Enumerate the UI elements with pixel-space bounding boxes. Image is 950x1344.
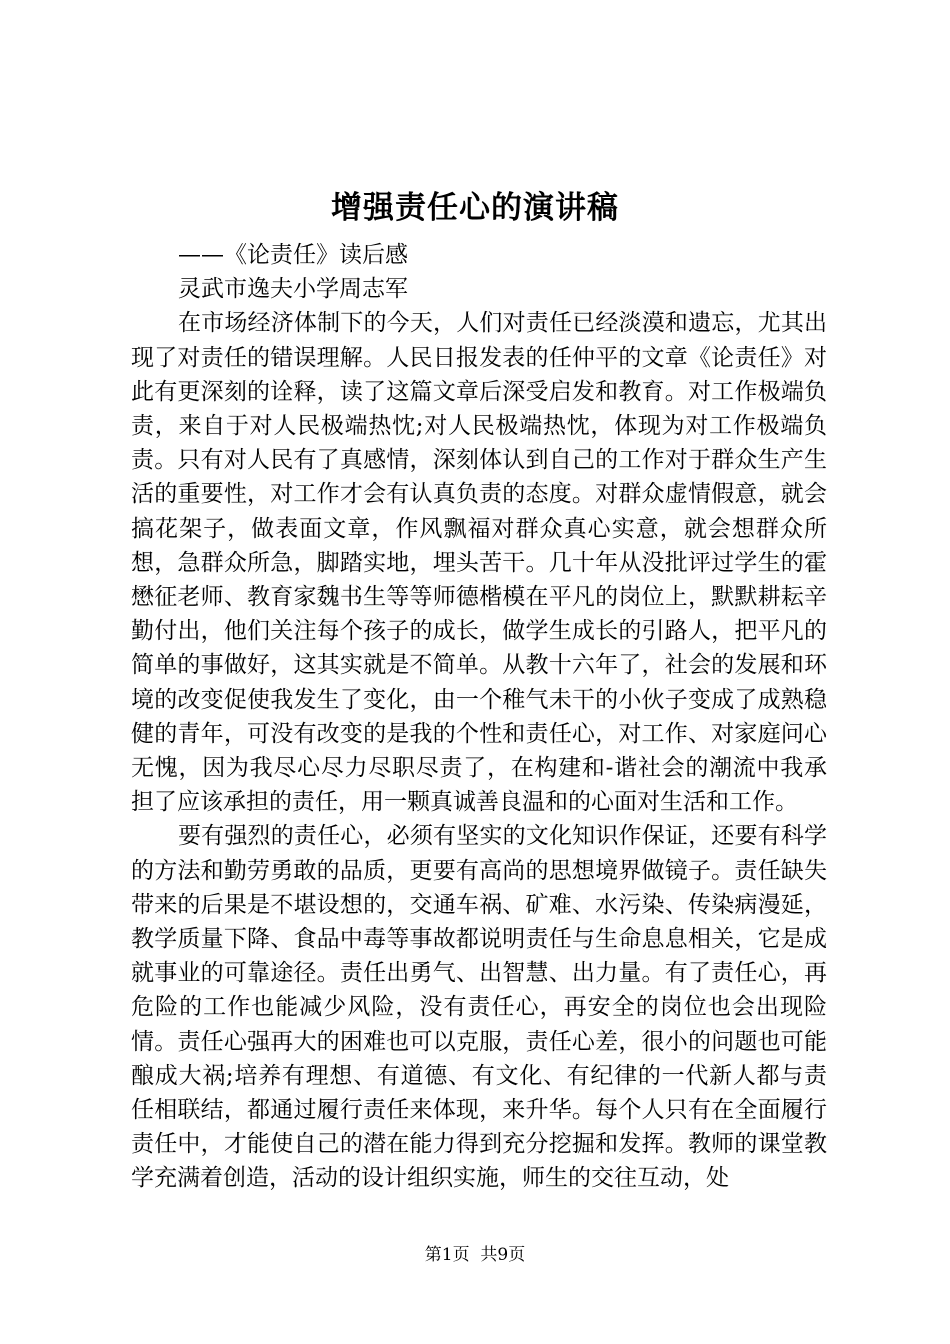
- subtitle-line: ——《论责任》读后感: [178, 242, 408, 268]
- author-line: 灵武市逸夫小学周志军: [178, 276, 408, 303]
- paragraph: 在市场经济体制下的今天，人们对责任已经淡漠和遗忘，尤其出现了对责任的错误理解。人民日报发表的任仲平的文章《论责任》对此有更深刻的诠释，读了这篇文章后深受启发和教育。对工作极端负责，来自于对人民极端热忱;对人民极端热忱，体现为对工作极端负责。只有对人民有了真感情，深刻体认到自己的工作对于群众生产生活的重要性，对工作才会有认真负责的态度。对群众虚情假意，就会搞花架子，做表面文章，作风飘福对群众真心实意，就会想群众所想，急群众所急，脚踏实地，埋头苦干。几十年从没批评过学生的霍懋征老师、教育家魏书生等等师德楷模在平凡的岗位上，默默耕耘辛勤付出，他们关注每个孩子的成长，做学生成长的引路人，把平凡的简单的事做好，这其实就是不简单。从教十六年了，社会的发展和环境的改变促使我发生了变化，由一个稚气未干的小伙子变成了成熟稳健的青年，可没有改变的是我的个性和责任心，对工作、对家庭问心无愧，因为我尽心尽力尽职尽责了，在构建和-谐社会的潮流中我承担了应该承担的责任，用一颗真诚善良温和的心面对生活和工作。: [131, 310, 827, 816]
- paragraph: 要有强烈的责任心，必须有坚实的文化知识作保证，还要有科学的方法和勤劳勇敢的品质，更要有高尚的思想境界做镜子。责任缺失带来的后果是不堪设想的，交通车祸、矿难、水污染、传染病漫延，教学质量下降、食品中毒等事故都说明责任与生命息息相关，它是成就事业的可靠途径。责任出勇气、出智慧、出力量。有了责任心，再危险的工作也能减少风险，没有责任心，再安全的岗位也会出现险情。责任心强再大的困难也可以克服，责任心差，很小的问题也可能酿成大祸;培养有理想、有道德、有文化、有纪律的一代新人都与责任相联结，都通过履行责任来体现，来升华。每个人只有在全面履行责任中，才能使自己的潜在能力得到充分挖掘和发挥。教师的课堂教学充满着创造，活动的设计组织实施，师生的交往互动，处: [131, 823, 827, 1192]
- document-body: [131, 238, 827, 1196]
- page-footer: [0, 1243, 950, 1267]
- page-number: 第1页 共9页: [424, 1245, 526, 1265]
- document-title: 增强责任心的演讲稿: [331, 190, 619, 226]
